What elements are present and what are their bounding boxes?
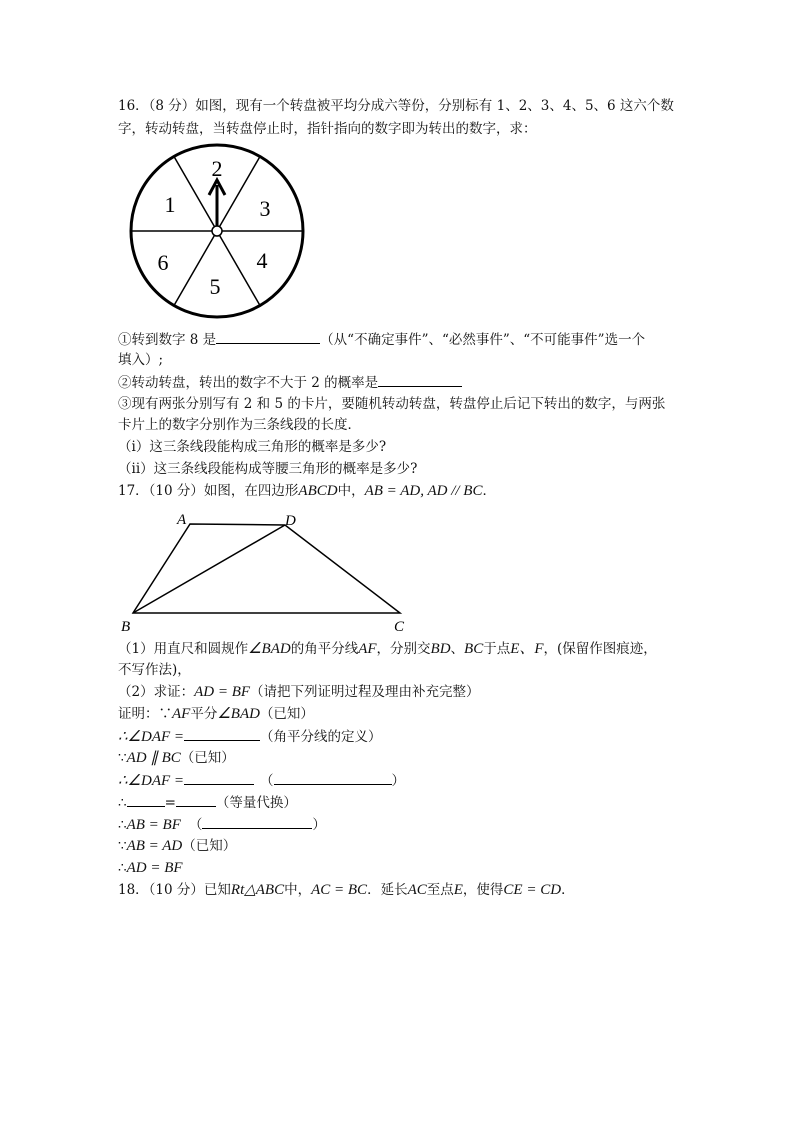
q17-stem: 17．（10 分）如图，在四边形ABCD中，AB = AD, AD // BC．	[118, 483, 496, 499]
q17-proof-step2: ∵AD ∥ BC（已知）	[118, 750, 235, 766]
q17-proof-step7: ∴AD = BF	[118, 860, 183, 876]
wheel-number-2: 2	[211, 156, 223, 181]
wheel-number-1: 1	[164, 192, 176, 217]
q16-part2: ②转动转盘，转出的数字不大于 2 的概率是	[118, 372, 462, 393]
q17-part1-line1: （1）用直尺和圆规作∠BAD的角平分线AF，分别交BD、BC于点E、F，(保留作图痕迹，	[118, 641, 657, 657]
q17-proof-step1: ∴∠DAF = （角平分线的定义）	[118, 726, 382, 747]
q17-proof-step6: ∵AB = AD（已知）	[118, 838, 237, 854]
wheel-number-6: 6	[157, 250, 169, 275]
q16-part1: ①转到数字 8 是 （从“不确定事件”、“必然事件”、“不可能事件”选一个	[118, 329, 645, 350]
answer-blank[interactable]	[176, 792, 216, 807]
wheel-number-5: 5	[209, 274, 221, 299]
reason-blank[interactable]	[202, 814, 312, 829]
wheel-number-4: 4	[256, 248, 268, 273]
label-c: C	[394, 619, 405, 635]
q16-sub-i: （i）这三条线段能构成三角形的概率是多少?	[118, 439, 387, 455]
q17-proof-step5: ∴AB = BF （ ）	[118, 814, 326, 835]
q17-part1-line2: 不写作法)，	[118, 662, 191, 678]
answer-blank[interactable]	[184, 770, 254, 785]
q16-stem-line1: 16．（8 分）如图，现有一个转盘被平均分成六等份，分别标有 1、2、3、4、5、6 这六个数	[118, 98, 674, 114]
q16-stem-line2: 字，转动转盘，当转盘停止时，指针指向的数字即为转出的数字，求：	[118, 121, 537, 137]
answer-blank[interactable]	[378, 372, 462, 387]
label-a: A	[177, 512, 187, 528]
q18-stem: 18．（10 分）已知Rt△ABC中，AC = BC．延长AC至点E，使得CE = CD．	[118, 882, 575, 898]
label-d: D	[285, 513, 296, 529]
q17-proof-start: 证明：∵AF平分∠BAD（已知）	[118, 706, 314, 722]
answer-blank[interactable]	[216, 329, 320, 344]
quadrilateral-figure	[115, 505, 415, 640]
pointer-arrow-icon	[209, 180, 225, 226]
q16-part3-line2: 卡片上的数字分别作为三条线段的长度．	[118, 417, 361, 433]
q17-part2: （2）求证：AD = BF（请把下列证明过程及理由补充完整）	[118, 684, 480, 700]
q16-sub-ii: （ii）这三条线段能构成等腰三角形的概率是多少?	[118, 461, 418, 477]
answer-blank[interactable]	[184, 726, 260, 741]
label-b: B	[121, 619, 131, 635]
q17-proof-step3: ∴∠DAF = （ ）	[118, 770, 405, 791]
q16-part3-line1: ③现有两张分别写有 2 和 5 的卡片，要随机转动转盘，转盘停止后记下转出的数字，与两张	[118, 396, 666, 412]
wheel-number-3: 3	[259, 196, 271, 221]
answer-blank[interactable]	[127, 792, 165, 807]
diagonal-bd	[133, 525, 285, 613]
q16-part1-cont: 填入）;	[118, 352, 164, 368]
spinner-center	[212, 226, 222, 236]
spinner-figure	[118, 140, 318, 320]
q17-proof-step4: ∴ = （等量代换）	[118, 792, 297, 813]
reason-blank[interactable]	[274, 770, 392, 785]
